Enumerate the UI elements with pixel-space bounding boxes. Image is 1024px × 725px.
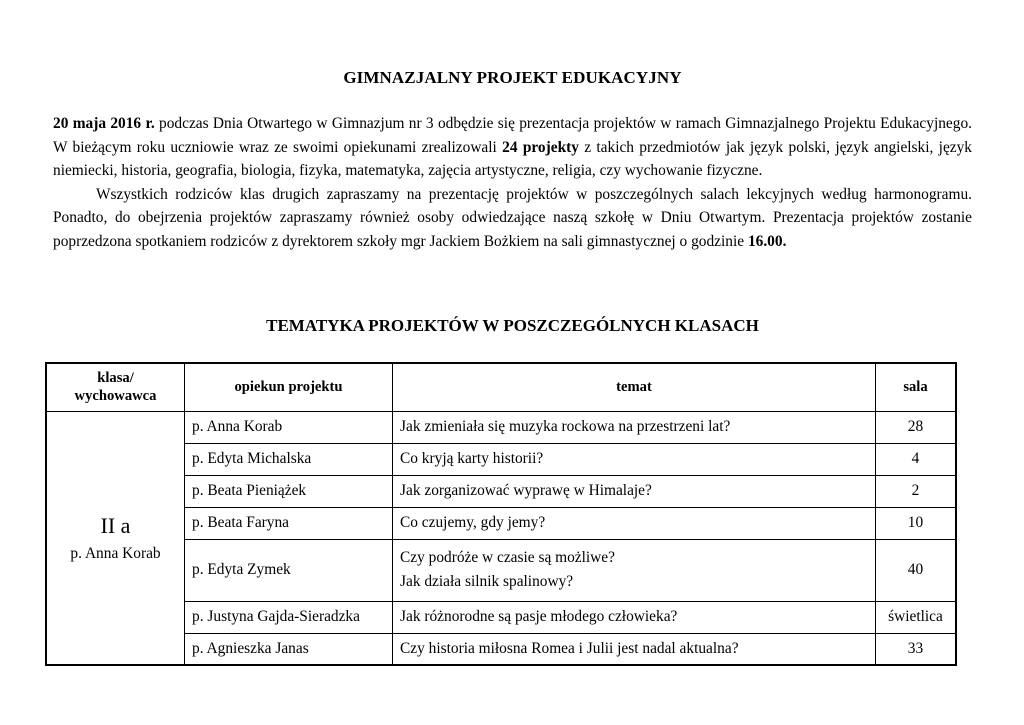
sala-cell: świetlica [876, 601, 957, 633]
header-temat: temat [393, 363, 876, 411]
temat-cell: Jak zorganizować wyprawę w Himalaje? [393, 475, 876, 507]
klasa-cell [46, 411, 185, 665]
projects-table [45, 362, 957, 666]
temat-cell: Czy historia miłosna Romea i Julii jest nadal aktualna? [393, 633, 876, 665]
header-sala: sala [876, 363, 957, 411]
sala-cell: 40 [876, 539, 957, 601]
opiekun-cell: p. Edyta Michalska [185, 443, 393, 475]
temat-cell: Jak zmieniała się muzyka rockowa na przestrzeni lat? [393, 411, 876, 443]
meeting-time: 16.00. [747, 232, 787, 250]
temat-line-2: Jak działa silnik spalinowy? [400, 573, 574, 590]
sala-cell: 33 [876, 633, 957, 665]
sala-cell: 4 [876, 443, 957, 475]
temat-cell: Co kryją karty historii? [393, 443, 876, 475]
wychowawca-name: p. Anna Korab [70, 544, 161, 562]
table-row [46, 411, 956, 443]
temat-cell [393, 539, 876, 601]
intro-text [53, 112, 972, 253]
intro-paragraph-2: Wszystkich rodziców klas drugich zapraszamy na prezentację projektów w poszczególnych salach lekcyjnych według harmonogramu. Ponadto, do obejrzenia projektów zapraszamy również osoby odwiedzające naszą szkołę w Dniu Otwartym. Prezentacja projektów zostanie poprzedzona spotkaniem rodziców z dyrektorem szkoły mgr Jackiem Bożkiem na sali gimnastycznej o godzinie 16.00. [53, 185, 972, 250]
temat-cell: Co czujemy, gdy jemy? [393, 507, 876, 539]
table-header-row [46, 363, 956, 411]
document-title: GIMNAZJALNY PROJEKT EDUKACYJNY [343, 68, 682, 87]
opiekun-cell: p. Agnieszka Janas [185, 633, 393, 665]
intro-paragraph-1: 20 maja 2016 r. podczas Dnia Otwartego w Gimnazjum nr 3 odbędzie się prezentacja projektów w ramach Gimnazjalnego Projektu Edukacyjnego. W bieżącym roku uczniowie wraz ze swoimi opiekunami zrealizowali 24 projekty z takich przedmiotów jak język polski, język angielski, język niemiecki, historia, geografia, biologia, fizyka, matematyka, zajęcia artystyczne, religia, czy wychowanie fizyczne. [53, 115, 972, 179]
header-klasa: klasa/ wychowawca [46, 363, 185, 411]
opiekun-cell: p. Anna Korab [185, 411, 393, 443]
temat-line-1: Czy podróże w czasie są możliwe? [400, 549, 615, 566]
opiekun-cell: p. Beata Faryna [185, 507, 393, 539]
temat-cell: Jak różnorodne są pasje młodego człowieka? [393, 601, 876, 633]
sala-cell: 28 [876, 411, 957, 443]
opiekun-cell: p. Edyta Zymek [185, 539, 393, 601]
opiekun-cell: p. Justyna Gajda-Sieradzka [185, 601, 393, 633]
sala-cell: 2 [876, 475, 957, 507]
header-opiekun: opiekun projektu [185, 363, 393, 411]
klasa-name: II a [100, 512, 131, 538]
sala-cell: 10 [876, 507, 957, 539]
project-count: 24 projekty [502, 138, 579, 156]
section-title: TEMATYKA PROJEKTÓW W POSZCZEGÓLNYCH KLASACH [266, 316, 759, 335]
opiekun-cell: p. Beata Pieniążek [185, 475, 393, 507]
event-date: 20 maja 2016 r. [53, 115, 155, 132]
